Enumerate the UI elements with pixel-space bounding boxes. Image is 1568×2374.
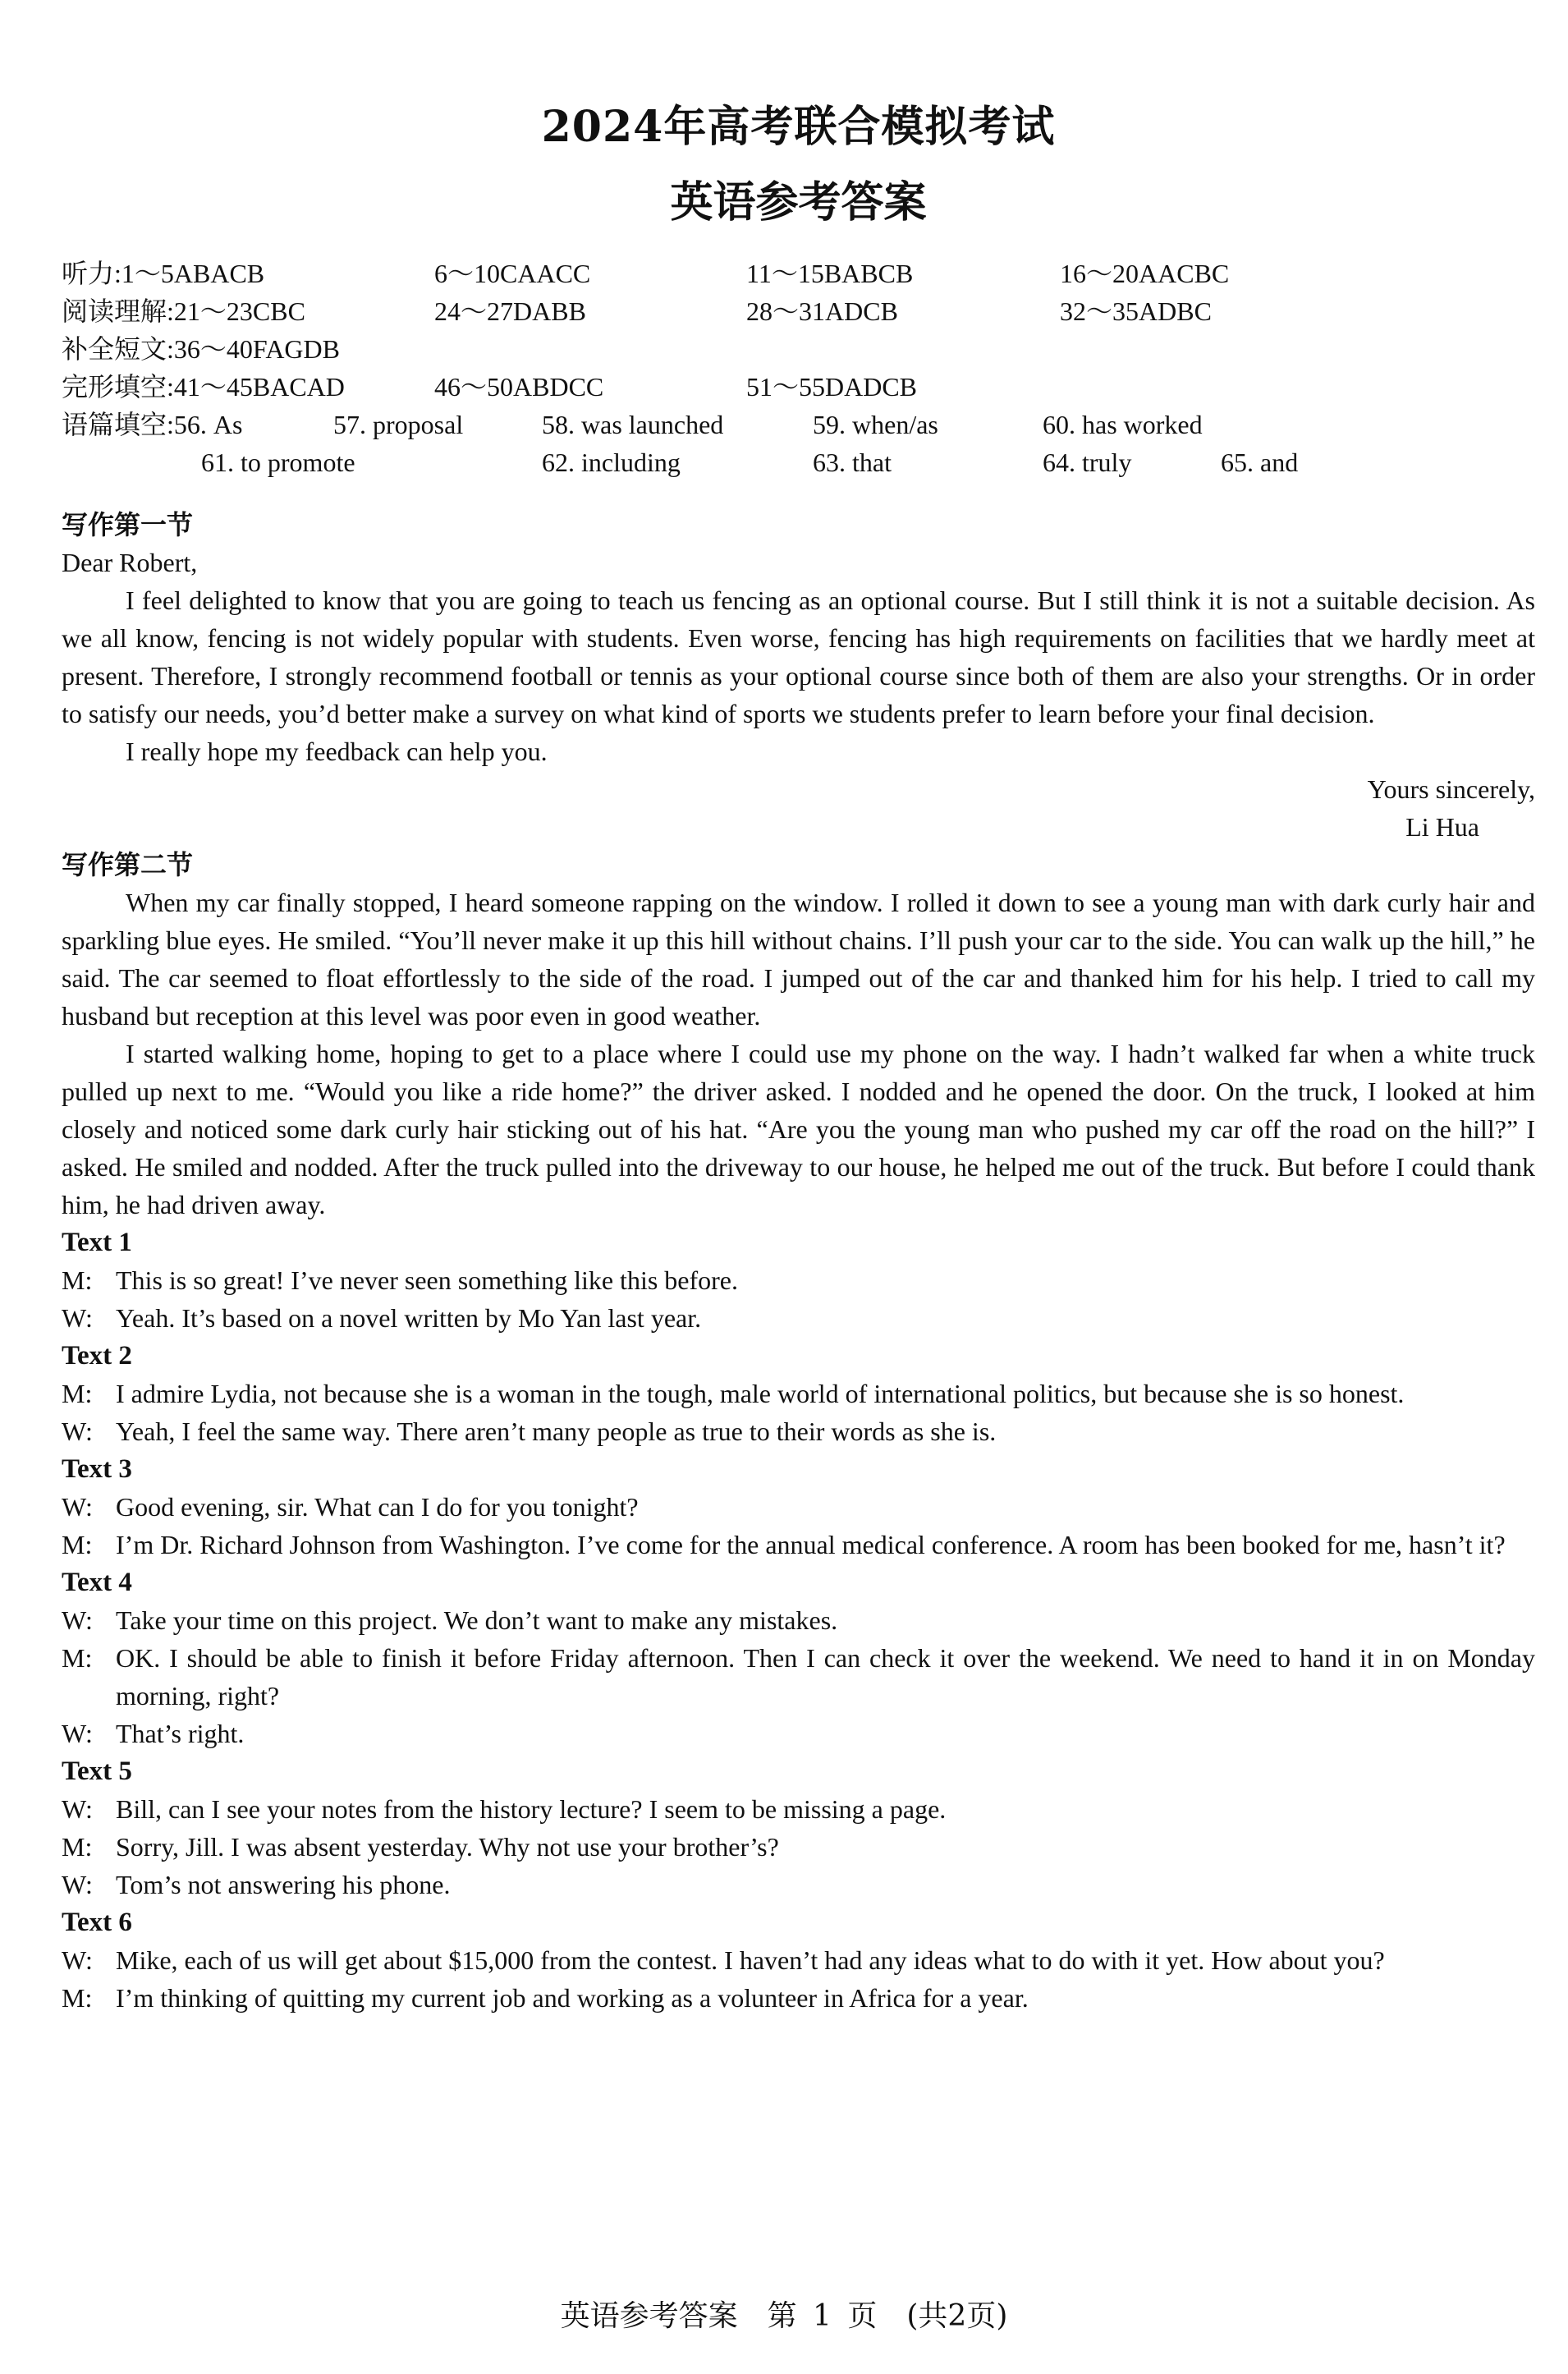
utterance: Yeah, I feel the same way. There aren’t many people as true to their words as she is. [116,1417,997,1446]
answer-cell: 32～35ADBC [1060,296,1212,326]
utterance: That’s right. [116,1719,245,1748]
page-footer: 英语参考答案 第 1 页 (共2页) [560,2299,1008,2333]
utterance: Bill, can I see your notes from the history lecture? I seem to be missing a page. [116,1794,947,1824]
utterance: Sorry, Jill. I was absent yesterday. Why not use your brother’s? [116,1832,779,1862]
dialog-line [62,1828,1535,1866]
listening-answers [62,255,1535,292]
speaker: W: [62,1945,93,1975]
story-paragraph: I started walking home, hoping to get to a place where I could use my phone on the way. I hadn’t walked far when a white truck pulled up next to me. “Would you like a ride home?” the driver asked. I nodded and he opened the door. On the truck, I looked at him closely and noticed some dark curly hair sticking out of his hat. “Are you the young man who pushed my car off the road on the hill?” I asked. He smiled and nodded. After the truck pulled into the driveway to our house, he helped me out of the truck. But before I could thank him, he had driven away. [62,1039,1535,1219]
dialog-line [62,1866,1535,1903]
answer-sheet-page [62,99,1535,2017]
letter-paragraph: I really hope my feedback can help you. [126,737,548,766]
answer-cell: 62. including [542,448,681,477]
speaker: W: [62,1794,93,1824]
answer-cell: 60. has worked [1043,410,1203,439]
text-1-transcript [62,1224,1535,1337]
transcript-label: Text 3 [62,1454,132,1484]
dialog-line [62,1526,1535,1564]
speaker: M: [62,1983,93,2013]
utterance: Good evening, sir. What can I do for you tonight? [116,1492,639,1522]
speaker: W: [62,1492,93,1522]
dialog-line [62,1601,1535,1639]
story-paragraph: When my car finally stopped, I heard someone rapping on the window. I rolled it down to see a young man with dark curly hair and sparkling blue eyes. He smiled. “You’ll never make it up this hill without chains. I’ll push your car to the side. You can walk up the hill,” he said. The car seemed to float effortlessly to the side of the road. I jumped out of the car and thanked him for his help. I tried to call my husband but reception at this level was poor even in good weather. [62,888,1535,1031]
transcript-label: Text 2 [62,1341,132,1371]
dialog-line [62,1715,1535,1752]
answer-cell: 46～50ABDCC [434,372,604,402]
text-5-transcript [62,1752,1535,1903]
utterance: I’m Dr. Richard Johnson from Washington. I’ve come for the annual medical conference. A room has been booked for me, hasn’t it? [116,1530,1506,1559]
utterance: Take your time on this project. We don’t want to make any mistakes. [116,1605,838,1635]
letter-paragraph: I feel delighted to know that you are going to teach us fencing as an optional course. But I still think it is not a suitable decision. As we all know, fencing is not widely popular with students. Even worse, fencing has high requirements on facilities that we hardly meet at present. Therefore, I strongly recommend football or tennis as your optional course since both of them are also your strengths. Or in order to satisfy our needs, you’d better make a survey on what kind of sports we students prefer to learn before your final decision. [62,585,1535,728]
dialog-line [62,1639,1535,1715]
writing-part2-heading: 写作第二节 [62,849,194,880]
answer-cell: 完形填空:41～45BACAD [62,372,345,402]
transcript-label: Text 1 [62,1228,132,1257]
answer-cell: 64. truly [1043,448,1132,477]
answer-cell: 63. that [813,448,892,477]
letter-salutation: Dear Robert, [62,548,198,577]
exam-title: 2024年高考联合模拟考试 [541,102,1056,152]
utterance: Yeah. It’s based on a novel written by Mo Yan last year. [116,1303,702,1333]
cloze-answers [62,368,1535,406]
utterance: I’m thinking of quitting my current job and working as a volunteer in Africa for a year. [116,1983,1029,2013]
answer-cell: 11～15BABCB [746,259,914,288]
speaker: W: [62,1303,93,1333]
answer-cell: 59. when/as [813,410,938,439]
utterance: OK. I should be able to finish it before Friday afternoon. Then I can check it over the weekend. We need to hand it in on Monday morning, right? [116,1643,1535,1710]
transcript-label: Text 5 [62,1756,132,1786]
grammar-fill-row-2 [62,443,1535,481]
text-6-transcript [62,1903,1535,2017]
dialog-line [62,1412,1535,1450]
utterance: I admire Lydia, not because she is a woman in the tough, male world of international politics, but because she is so honest. [116,1379,1405,1408]
dialog-line [62,1299,1535,1337]
dialog-line [62,1941,1535,1979]
answer-cell: 24～27DABB [434,296,586,326]
seven-choice-answers [62,330,1535,368]
transcript-label: Text 4 [62,1568,132,1597]
speaker: M: [62,1832,93,1862]
answer-cell: 语篇填空:56. As [62,410,243,439]
answer-cell: 58. was launched [542,410,724,439]
letter-closing: Yours sincerely, [1367,774,1535,804]
answer-cell: 65. and [1221,448,1299,477]
speaker: M: [62,1530,93,1559]
reading-answers [62,292,1535,330]
text-4-transcript [62,1564,1535,1752]
speaker: M: [62,1265,93,1295]
grammar-fill-row-1 [62,406,1535,443]
answer-cell: 6～10CAACC [434,259,591,288]
answer-cell: 28～31ADCB [746,296,898,326]
speaker: M: [62,1379,93,1408]
speaker: W: [62,1417,93,1446]
transcript-label: Text 6 [62,1908,132,1937]
speaker: W: [62,1870,93,1899]
utterance: Mike, each of us will get about $15,000 from the contest. I haven’t had any ideas what to do with it yet. How about you? [116,1945,1385,1975]
answer-cell: 听力:1～5ABACB [62,259,265,288]
dialog-line [62,1488,1535,1526]
answer-cell: 16～20AACBC [1060,259,1230,288]
text-2-transcript [62,1337,1535,1450]
speaker: W: [62,1605,93,1635]
letter-signature: Li Hua [1405,812,1479,842]
speaker: M: [62,1643,93,1673]
answer-cell: 补全短文:36～40FAGDB [62,334,340,364]
answer-key-title: 英语参考答案 [670,177,927,227]
dialog-line [62,1979,1535,2017]
writing-part1-heading: 写作第一节 [62,509,194,540]
dialog-line [62,1261,1535,1299]
text-3-transcript [62,1450,1535,1564]
dialog-line [62,1375,1535,1412]
dialog-line [62,1790,1535,1828]
speaker: W: [62,1719,93,1748]
answer-cell: 51～55DADCB [746,372,918,402]
answer-cell: 阅读理解:21～23CBC [62,296,305,326]
answer-cell: 57. proposal [333,410,464,439]
utterance: Tom’s not answering his phone. [116,1870,451,1899]
answer-cell: 61. to promote [201,448,355,477]
utterance: This is so great! I’ve never seen something like this before. [116,1265,738,1295]
